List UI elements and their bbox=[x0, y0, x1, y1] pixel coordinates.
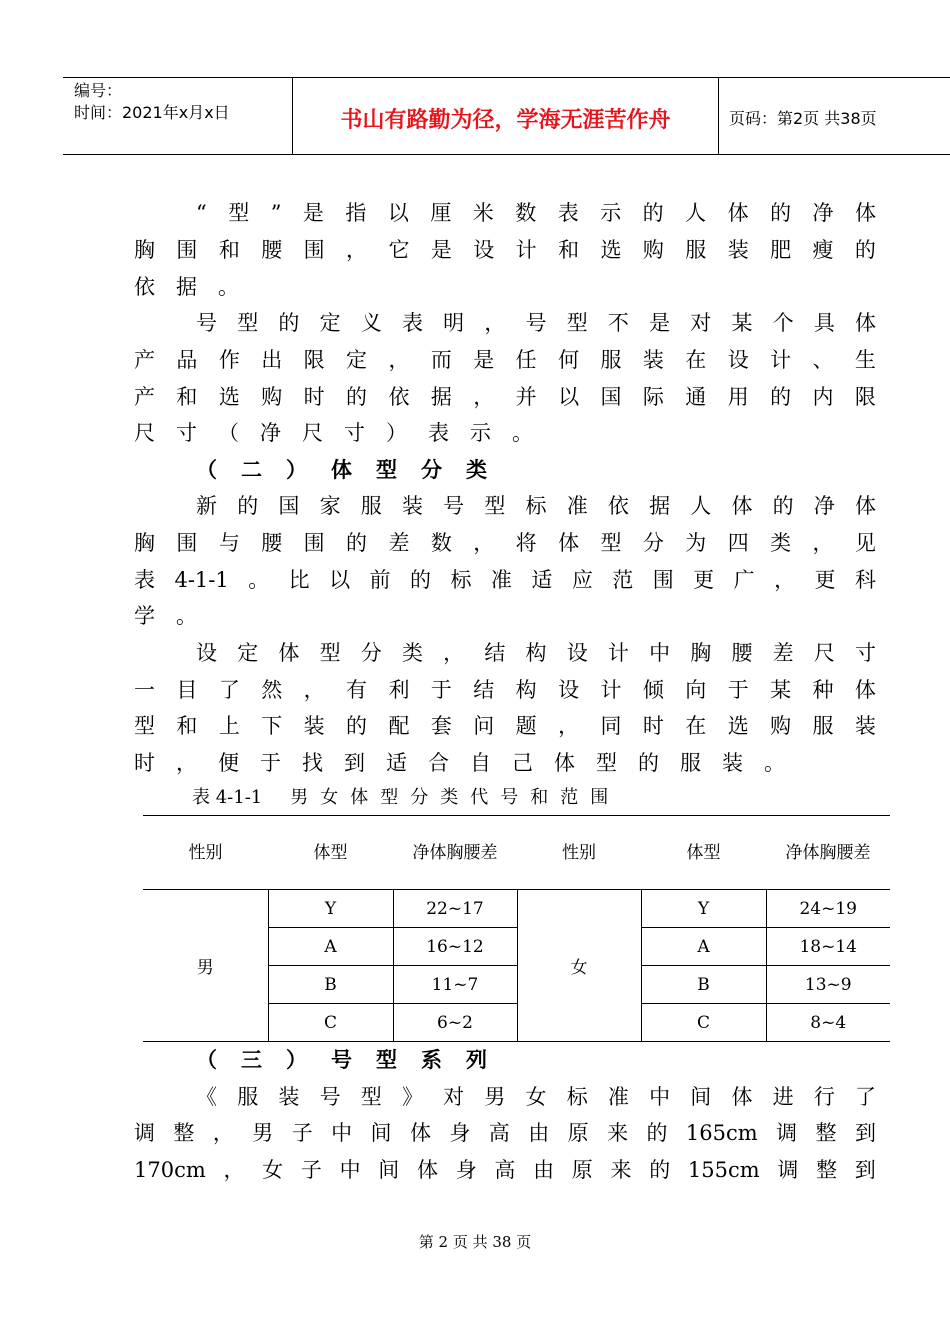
table-caption bbox=[192, 786, 620, 810]
section-heading: （ 二 ） 体 型 分 类 bbox=[196, 457, 487, 482]
text-line: 一 目 了 然 ， 有 利 于 结 构 设 计 倾 向 于 某 种 体 bbox=[134, 678, 876, 702]
table-header-cell: 性别 bbox=[143, 816, 268, 890]
table-cell: 18~14 bbox=[766, 928, 890, 966]
table-cell: 13~9 bbox=[766, 966, 890, 1004]
header-divider bbox=[718, 77, 719, 154]
doc-time-label: 时间：2021年x月x日 bbox=[74, 103, 230, 122]
body-type-table bbox=[143, 815, 890, 1042]
table-cell: Y bbox=[268, 890, 393, 928]
text-line: 产 和 选 购 时 的 依 据 ， 并 以 国 际 通 用 的 内 限 bbox=[134, 385, 876, 409]
table-row bbox=[143, 890, 890, 928]
table-header-cell: 净体胸腰差 bbox=[766, 816, 890, 890]
text-line: 《 服 装 号 型 》 对 男 女 标 准 中 间 体 进 行 了 bbox=[196, 1085, 876, 1109]
text-line: 170cm ， 女 子 中 间 体 身 高 由 原 来 的 155cm 调 整 到 bbox=[134, 1158, 876, 1182]
table-header-cell: 体型 bbox=[641, 816, 766, 890]
text-line: 号 型 的 定 义 表 明 ， 号 型 不 是 对 某 个 具 体 bbox=[196, 311, 876, 335]
page-footer: 第 2 页 共 38 页 bbox=[418, 1233, 532, 1251]
text-line: 胸 围 和 腰 围 ， 它 是 设 计 和 选 购 服 装 肥 瘦 的 bbox=[134, 238, 876, 262]
table-cell: C bbox=[268, 1004, 393, 1042]
table-cell: 11~7 bbox=[393, 966, 517, 1004]
text-line: 依 据 。 bbox=[134, 275, 239, 299]
doc-number-label: 编号： bbox=[74, 81, 123, 100]
text-line: 时 ， 便 于 找 到 适 合 自 己 体 型 的 服 装 。 bbox=[134, 751, 785, 775]
table-cell: B bbox=[268, 966, 393, 1004]
table-header-cell: 净体胸腰差 bbox=[393, 816, 517, 890]
table-cell: A bbox=[268, 928, 393, 966]
table-header-cell: 性别 bbox=[517, 816, 641, 890]
text-line: 学 。 bbox=[134, 604, 197, 628]
table-caption-title: 男女体型分类代号和范围 bbox=[290, 787, 621, 808]
table-cell: 8~4 bbox=[766, 1004, 890, 1042]
header-top-rule bbox=[63, 77, 950, 78]
table-header-row bbox=[143, 816, 890, 890]
table-cell: 22~17 bbox=[393, 890, 517, 928]
text-line: “ 型 ” 是 指 以 厘 米 数 表 示 的 人 体 的 净 体 bbox=[196, 201, 876, 225]
text-line: 表 4-1-1 。 比 以 前 的 标 准 适 应 范 围 更 广 ， 更 科 bbox=[134, 568, 876, 592]
text-line: 调 整 ， 男 子 中 间 体 身 高 由 原 来 的 165cm 调 整 到 bbox=[134, 1121, 876, 1145]
text-line: 设 定 体 型 分 类 ， 结 构 设 计 中 胸 腰 差 尺 寸 bbox=[196, 641, 876, 665]
table-caption-number: 表 4-1-1 bbox=[192, 787, 263, 808]
text-line: 胸 围 与 腰 围 的 差 数 ， 将 体 型 分 为 四 类 ， 见 bbox=[134, 531, 876, 555]
table-cell: 16~12 bbox=[393, 928, 517, 966]
header-bottom-rule bbox=[63, 154, 950, 155]
text-line: 型 和 上 下 装 的 配 套 问 题 ， 同 时 在 选 购 服 装 bbox=[134, 714, 876, 738]
text-line: 产 品 作 出 限 定 ， 而 是 任 何 服 装 在 设 计 、 生 bbox=[134, 348, 876, 372]
table-header-cell: 体型 bbox=[268, 816, 393, 890]
table-cell: C bbox=[641, 1004, 766, 1042]
male-label-cell: 男 bbox=[143, 890, 268, 1042]
table-cell: Y bbox=[641, 890, 766, 928]
text-line: 尺 寸 （ 净 尺 寸 ） 表 示 。 bbox=[134, 421, 533, 445]
table-cell: 24~19 bbox=[766, 890, 890, 928]
section-heading: （ 三 ） 号 型 系 列 bbox=[196, 1047, 487, 1072]
header-meta bbox=[74, 80, 230, 124]
table-cell: A bbox=[641, 928, 766, 966]
header-motto: 书山有路勤为径，学海无涯苦作舟 bbox=[340, 108, 671, 133]
female-label-cell: 女 bbox=[517, 890, 641, 1042]
header-page-label: 页码：第2页 共38页 bbox=[729, 109, 877, 128]
table-cell: 6~2 bbox=[393, 1004, 517, 1042]
table-cell: B bbox=[641, 966, 766, 1004]
text-line: 新 的 国 家 服 装 号 型 标 准 依 据 人 体 的 净 体 bbox=[196, 494, 876, 518]
